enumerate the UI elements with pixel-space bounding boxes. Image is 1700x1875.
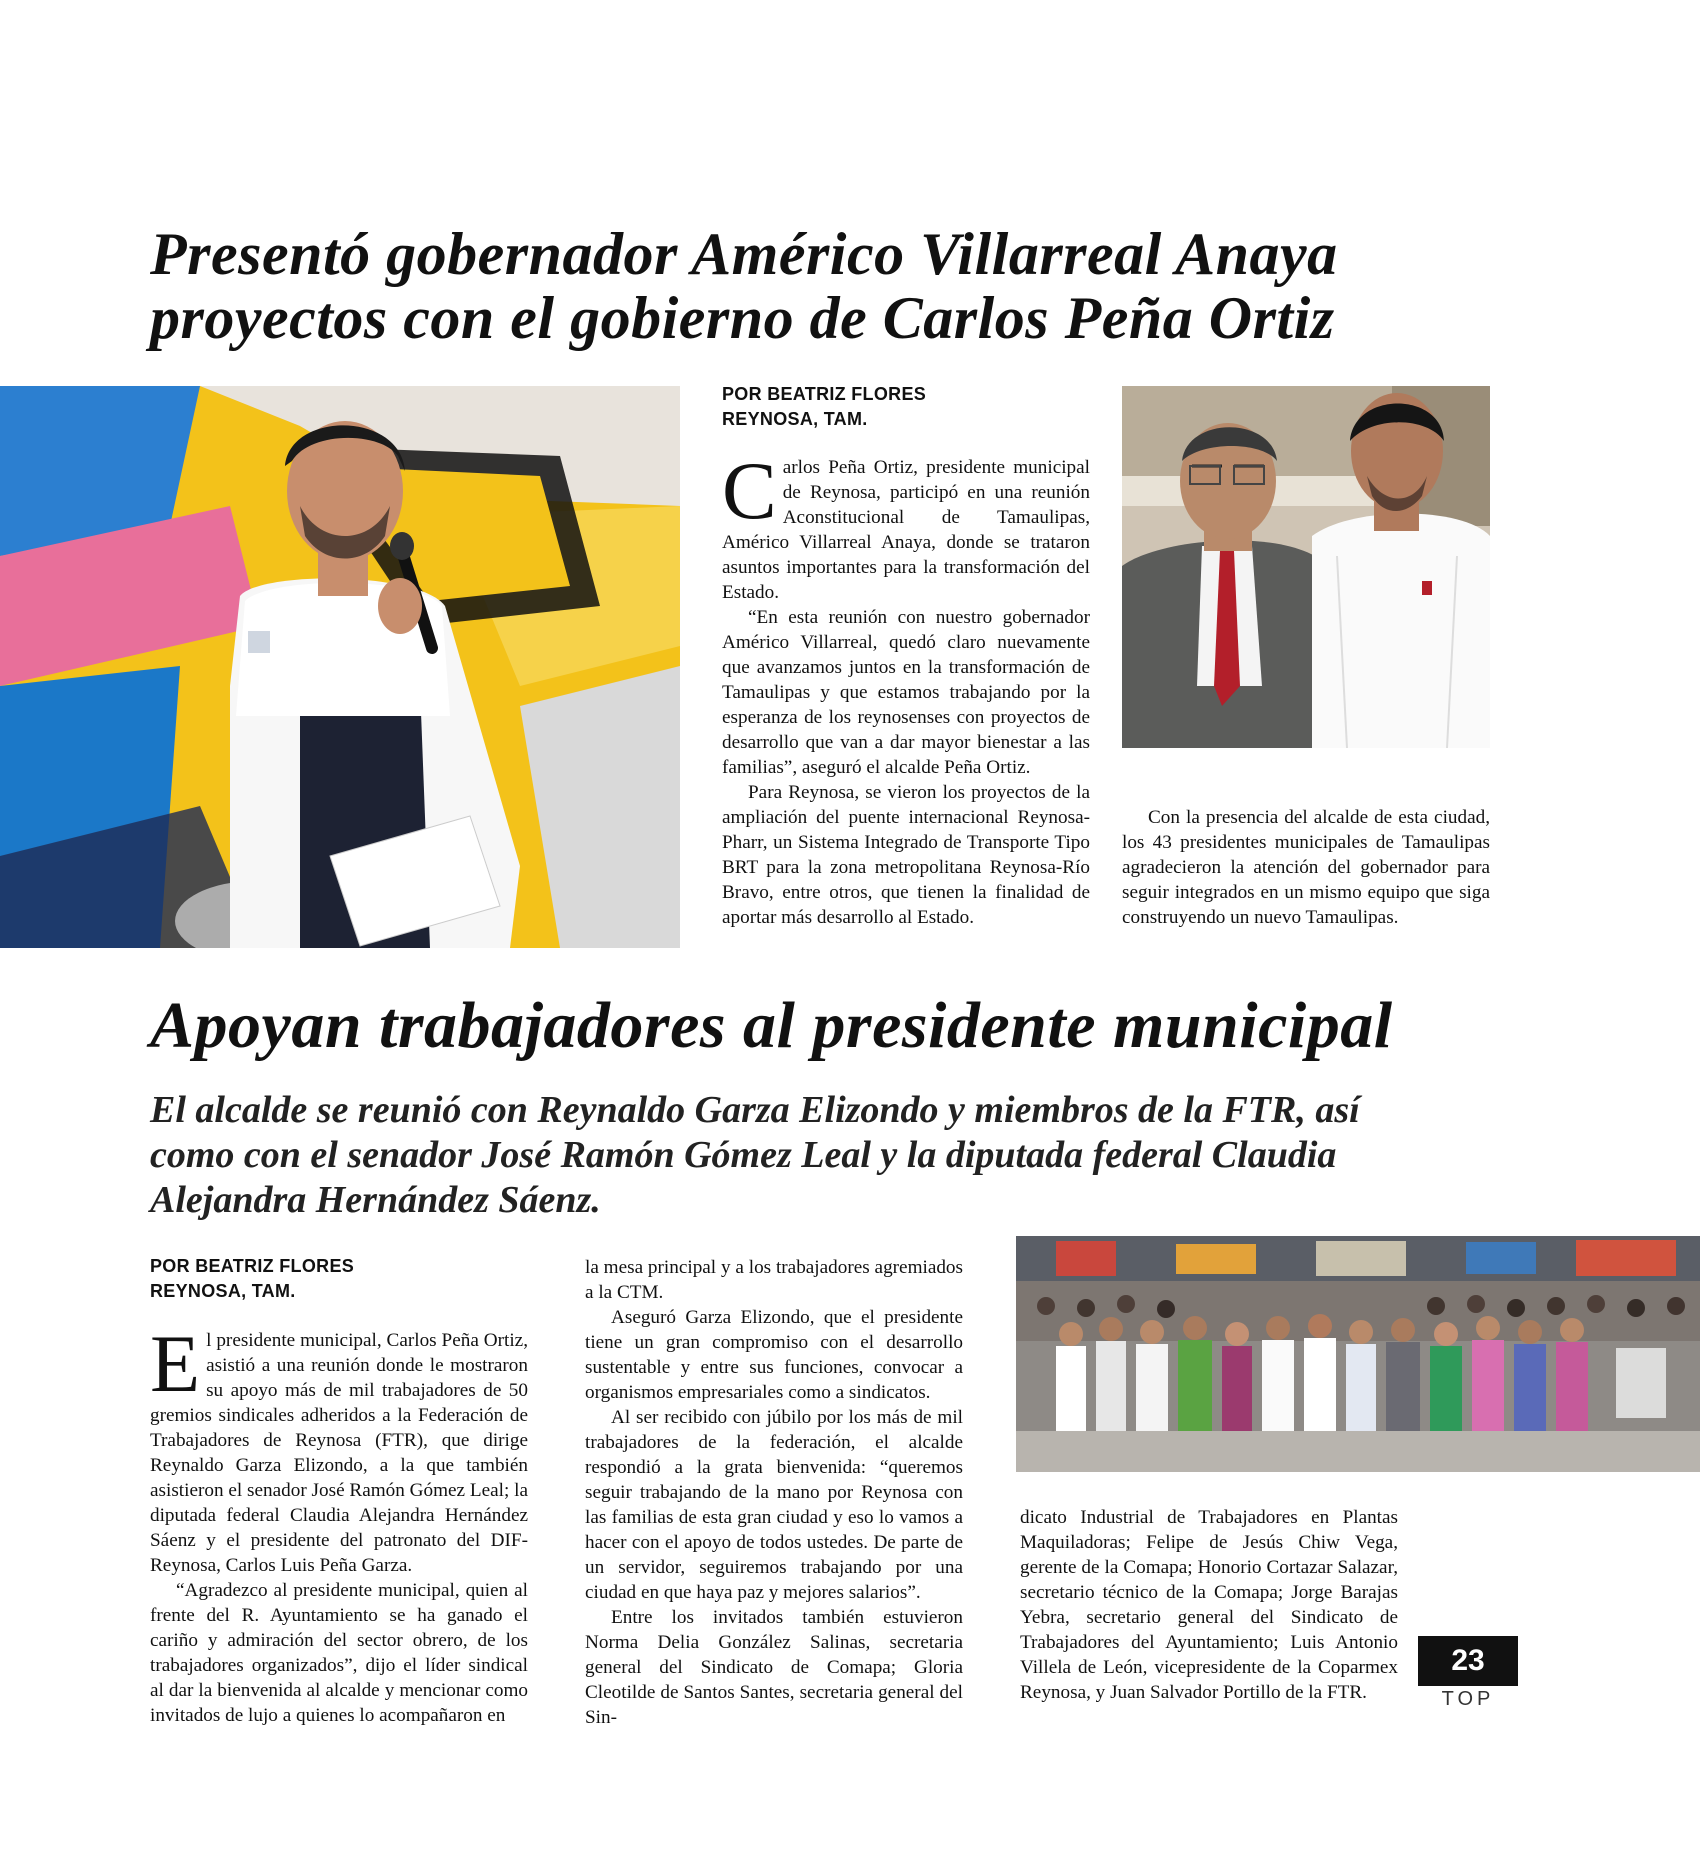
article2-paragraph-7: dicato Industrial de Trabajadores en Plantas Maquiladoras; Felipe de Jesús Chiw Vega, gerente de la Comapa; Honorio Cortazar Salazar, secretario técnico de la Comapa; Jorge Barajas Yebra, secretario general del Sindicato de Trabajadores del Ayuntamiento; Luis Antonio Villela de León, vicepresidente de la Coparmex Reynosa, y Juan Salvador Portillo de la FTR. — [1020, 1507, 1398, 1703]
article1-body-column — [722, 445, 1090, 930]
article2-paragraph-6: Entre los invitados también estuvieron Norma Delia González Salinas, secretaria general del Sindicato de Comapa; Gloria Cleotilde de Santos Santes, secretaria general del Sin- — [585, 1607, 963, 1728]
photo-workers-group — [1016, 1236, 1700, 1472]
article1-byline-author: POR BEATRIZ FLORES — [722, 384, 927, 404]
photo-speaker-illustration — [0, 386, 680, 948]
page-number: 23 — [1418, 1636, 1518, 1686]
article1-paragraph-2: “En esta reunión con nuestro gobernador Américo Villarreal, quedó claro nuevamente que avanzamos juntos en la transformación de Tamaulipas y que estamos trabajando por la esperanza de los reynosenses con proyectos de desarrollo que van a dar mayor bienestar a las familias”, aseguró el alcalde Peña Ortiz. — [722, 607, 1090, 778]
article2-paragraph-4: Aseguró Garza Elizondo, que el presidente tiene un gran compromiso con el desarrollo sustentable y entre sus funciones, convocar a organismos empresariales como a sindicatos. — [585, 1307, 963, 1403]
article1-headline-line1: Presentó gobernador Américo Villarreal Anaya — [150, 221, 1338, 287]
photo-speaker-microphone — [0, 386, 680, 948]
article2-paragraph-3: la mesa principal y a los trabajadores agremiados a la CTM. — [585, 1257, 963, 1303]
article2-column-1 — [150, 1318, 528, 1728]
photo-crowd-illustration — [1016, 1236, 1700, 1472]
article2-paragraph-5: Al ser recibido con júbilo por los más de mil trabajadores de la federación, el alcalde respondió a la grata bienvenida: “queremos seguir trabajando de la mano por Reynosa con las familias de esta gran ciudad y eso lo vamos a hacer con el apoyo de todos ustedes. De parte de un servidor, seguiremos trabajando por una ciudad en que haya paz y mejores salarios”. — [585, 1407, 963, 1603]
article1-paragraph-3: Para Reynosa, se vieron los proyectos de la ampliación del puente internacional Reynosa-Pharr, un Sistema Integrado de Transporte Tipo BRT para la zona metropolitana Reynosa-Río Bravo, entre otros, que tienen la finalidad de aportar más desarrollo al Estado. — [722, 782, 1090, 928]
article1-right-column — [1122, 805, 1490, 930]
article1-paragraph-4: Con la presencia del alcalde de esta ciudad, los 43 presidentes municipales de Tamaulipas agradecieron la atención del gobernador para seguir integrados en un mismo equipo que siga construyendo un nuevo Tamaulipas. — [1122, 807, 1490, 928]
article2-byline-author: POR BEATRIZ FLORES — [150, 1256, 355, 1276]
photo-portrait-illustration — [1122, 386, 1490, 748]
photo-governor-and-mayor — [1122, 386, 1490, 748]
article1-dropcap: C — [722, 445, 777, 536]
article2-column-2 — [585, 1255, 963, 1730]
article2-headline: Apoyan trabajadores al presidente municipal — [150, 989, 1393, 1062]
article2-paragraph-1: El presidente municipal, Carlos Peña Ortiz, asistió a una reunión donde le mostraron su apoyo más de mil trabajadores de 50 gremios sindicales adheridos a la Federación de Trabajadores de Reynosa (FTR), que dirige Reynaldo Garza Elizondo, a la que también asistieron el senador José Ramón Gómez Leal; la diputada federal Claudia Alejandra Hernández Sáenz y el presidente del patronato del DIF-Reynosa, Carlos Luis Peña Garza. — [150, 1318, 528, 1576]
article2-paragraph-2: “Agradezco al presidente municipal, quien al frente del R. Ayuntamiento se ha ganado el cariño y admiración del sector obrero, de los trabajadores organizados”, dijo el líder sindical al dar la bienvenida al alcalde y mencionar como invitados de lujo a quienes lo acompañaron en — [150, 1580, 528, 1726]
magazine-label: TOP — [1441, 1688, 1495, 1710]
article1-paragraph-1: Carlos Peña Ortiz, presidente municipal de Reynosa, participó en una reunión Aconstitucional de Tamaulipas, Américo Villarreal Anaya, donde se trataron asuntos importantes para la transformación del Estado. — [722, 445, 1090, 603]
article1-byline-place: REYNOSA, TAM. — [722, 409, 868, 429]
article2-byline-place: REYNOSA, TAM. — [150, 1281, 296, 1301]
article1-headline — [150, 222, 1450, 350]
article2-deck: El alcalde se reunió con Reynaldo Garza Elizondo y miembros de la FTR, así como con el senador José Ramón Gómez Leal y la diputada federal Claudia Alejandra Hernández Sáenz. — [150, 1089, 1360, 1221]
article2-dropcap: E — [150, 1318, 201, 1409]
article1-headline-line2: proyectos con el gobierno de Carlos Peña Ortiz — [150, 285, 1335, 351]
article2-column-3 — [1020, 1505, 1398, 1705]
article1-byline — [722, 382, 1022, 432]
article2-byline — [150, 1254, 450, 1304]
